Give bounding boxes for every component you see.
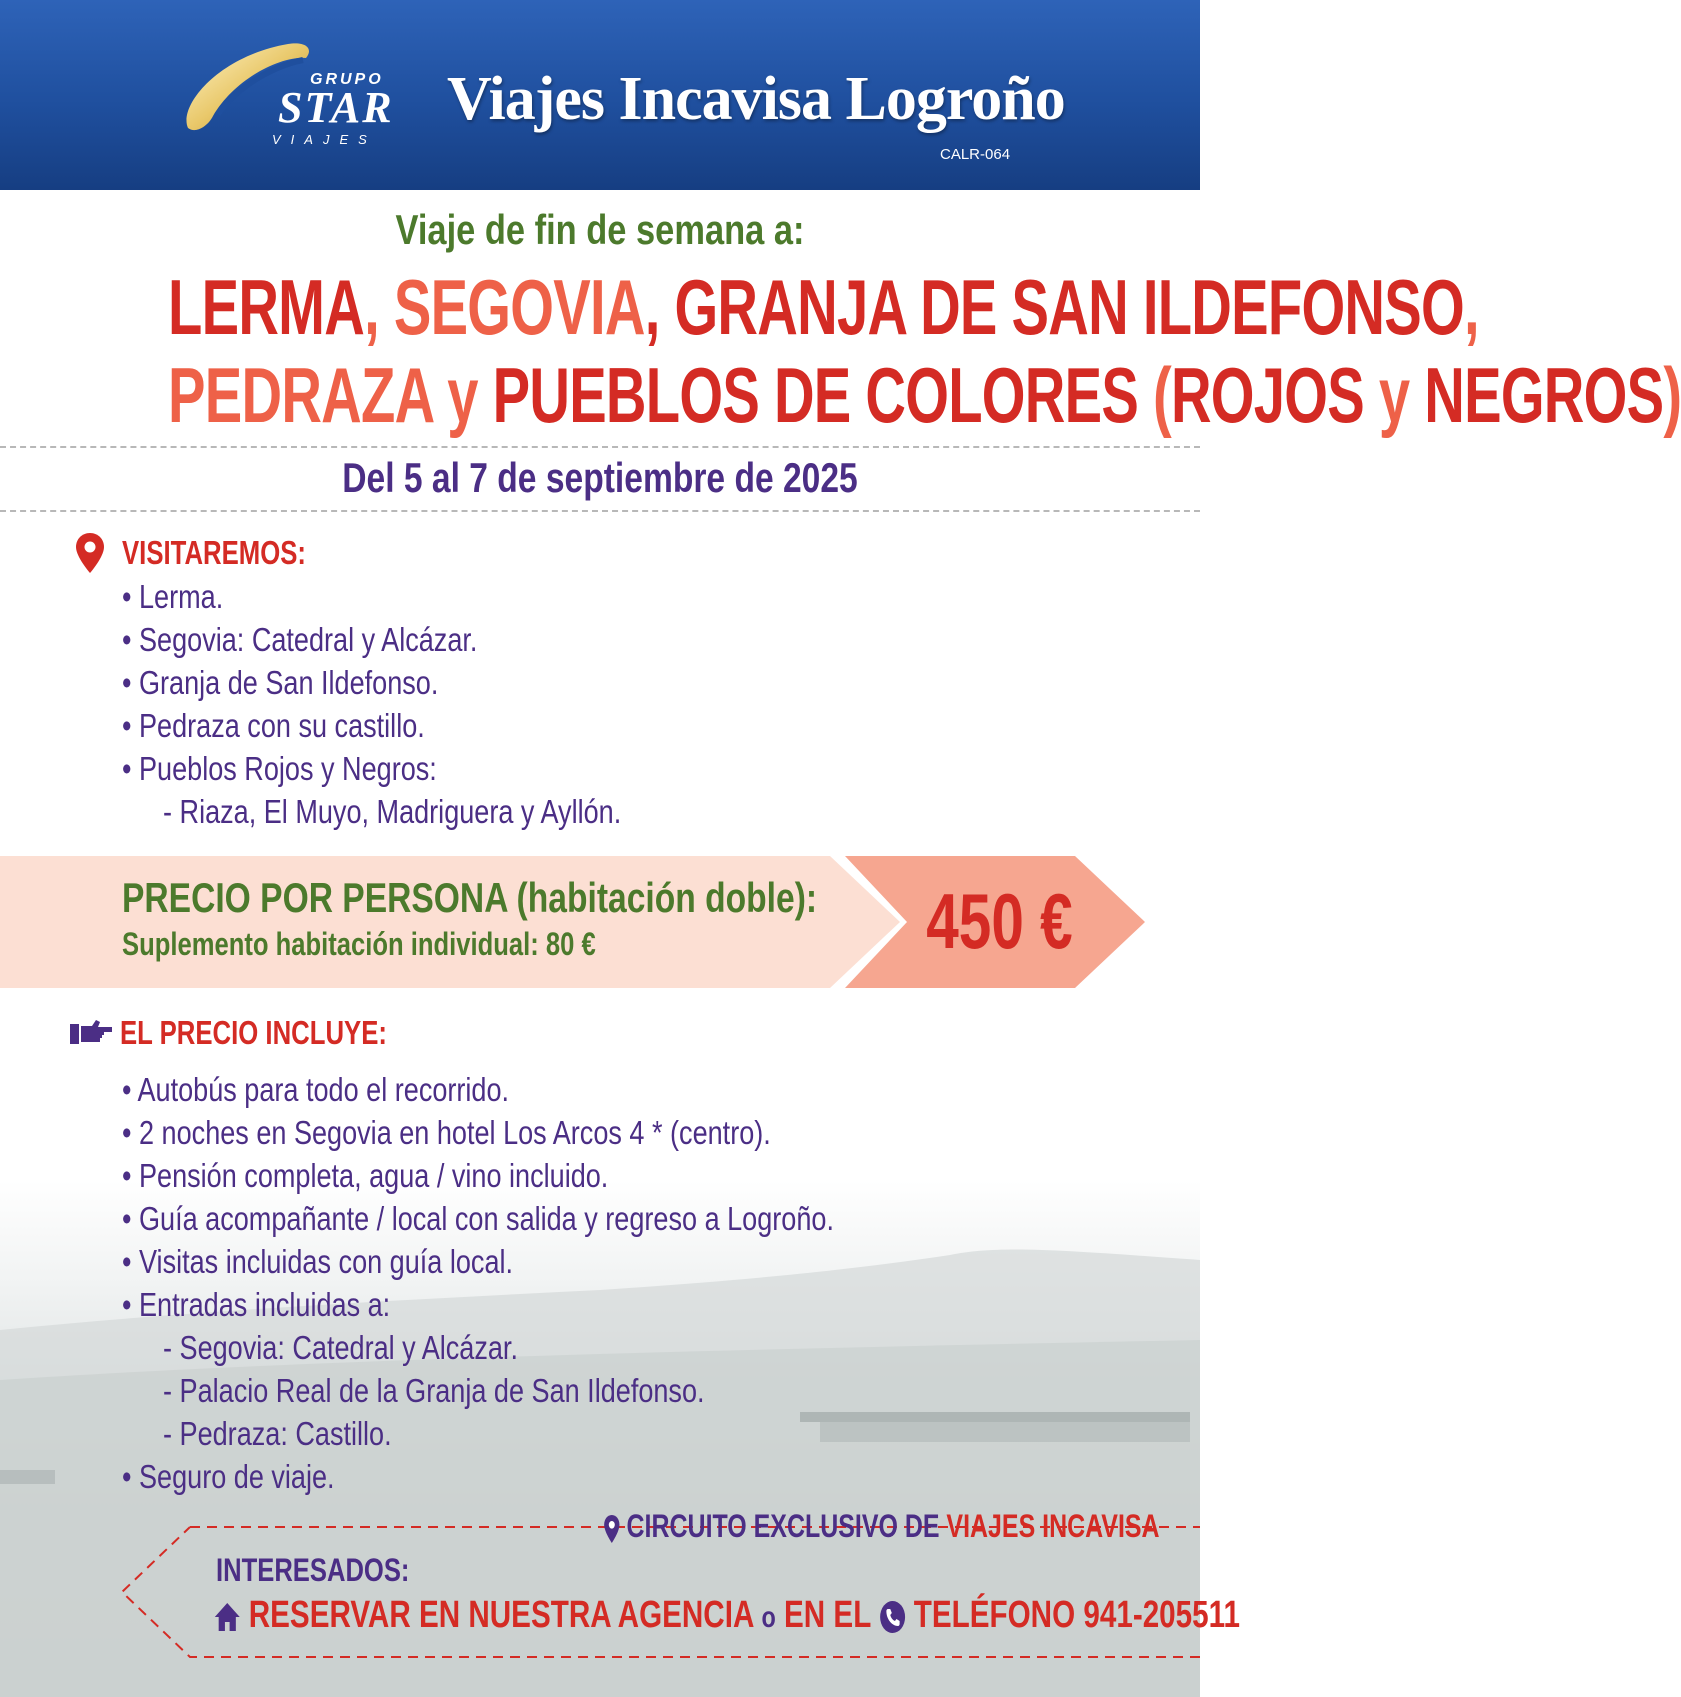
title-part: )	[1663, 351, 1681, 439]
phone-icon	[879, 1600, 906, 1634]
exclusive-prefix: CIRCUITO EXCLUSIVO DE	[626, 1508, 940, 1544]
map-pin-icon	[604, 1515, 620, 1543]
title-part: GRANJA DE SAN ILDEFONSO	[674, 263, 1464, 351]
list-item: - Riaza, El Muyo, Madriguera y Ayllón.	[163, 793, 622, 830]
pointing-hand-icon	[70, 1018, 112, 1046]
list-item: - Palacio Real de la Granja de San Ildefonso.	[163, 1372, 705, 1409]
title-line-2	[167, 350, 1681, 441]
list-item: • Segovia: Catedral y Alcázar.	[122, 621, 478, 658]
title-line-1	[167, 262, 1479, 353]
title-part: PEDRAZA	[167, 351, 433, 439]
agency-code: CALR-064	[940, 146, 1011, 163]
reserve-in: EN EL	[784, 1594, 871, 1636]
list-item: • Pensión completa, agua / vino incluido.	[122, 1157, 609, 1194]
reserve-text: RESERVAR EN NUESTRA AGENCIA	[248, 1594, 754, 1636]
includes-list	[122, 1068, 990, 1498]
exclusive-circuit	[604, 1508, 1160, 1545]
phone-number[interactable]: TELÉFONO 941-205511	[913, 1594, 1240, 1636]
logo-grupo-text: GRUPO	[310, 71, 384, 88]
list-item: • Visitas incluidas con guía local.	[122, 1243, 514, 1280]
title-part: PUEBLOS DE COLORES	[492, 351, 1139, 439]
title-part: ,	[1463, 263, 1479, 351]
grupo-star-logo	[178, 36, 418, 156]
title-part: (	[1138, 351, 1171, 439]
trip-intro: Viaje de fin de semana a:	[395, 206, 805, 253]
list-item: • Guía acompañante / local con salida y regreso a Logroño.	[122, 1200, 834, 1237]
list-item: - Pedraza: Castillo.	[163, 1415, 392, 1452]
price-value: 450 €	[926, 877, 1073, 965]
list-item: • Entradas incluidas a:	[122, 1286, 391, 1323]
map-pin-icon	[76, 533, 104, 573]
exclusive-brand: VIAJES INCAVISA	[946, 1508, 1160, 1544]
includes-heading: EL PRECIO INCLUYE:	[120, 1014, 387, 1051]
title-part: LERMA	[167, 263, 365, 351]
visit-list	[122, 575, 731, 833]
logo-viajes-text: VIAJES	[272, 132, 377, 147]
single-room-supplement: Suplemento habitación individual: 80 €	[122, 926, 596, 962]
title-part: y	[432, 351, 493, 439]
list-item: • Lerma.	[122, 578, 224, 615]
title-part: ,	[364, 263, 394, 351]
reserve-or: o	[761, 1601, 776, 1634]
footer-dashed-frame	[120, 1525, 1200, 1660]
divider	[0, 510, 1200, 512]
visit-heading: VISITAREMOS:	[122, 534, 307, 571]
title-part: SEGOVIA	[393, 263, 645, 351]
logo-star-text: STAR	[278, 83, 394, 132]
price-label: PRECIO POR PERSONA (habitación doble):	[122, 874, 818, 921]
title-part: ROJOS	[1170, 351, 1364, 439]
agency-name: Viajes Incavisa Logroño	[447, 65, 1065, 133]
list-item: • Pueblos Rojos y Negros:	[122, 750, 437, 787]
divider	[0, 446, 1200, 448]
list-item: • Autobús para todo el recorrido.	[122, 1071, 510, 1108]
list-item: • 2 noches en Segovia en hotel Los Arcos 4 * (centro).	[122, 1114, 771, 1151]
trip-dates: Del 5 al 7 de septiembre de 2025	[342, 454, 858, 501]
title-part: NEGROS	[1424, 351, 1664, 439]
reservation-line	[214, 1594, 1240, 1637]
header-banner	[0, 0, 1200, 190]
list-item: • Seguro de viaje.	[122, 1458, 335, 1495]
home-icon	[214, 1602, 241, 1632]
interested-label: INTERESADOS:	[216, 1552, 410, 1588]
title-part: ,	[644, 263, 675, 351]
list-item: • Pedraza con su castillo.	[122, 707, 425, 744]
list-item: - Segovia: Catedral y Alcázar.	[163, 1329, 518, 1366]
title-part: y	[1363, 351, 1425, 439]
list-item: • Granja de San Ildefonso.	[122, 664, 439, 701]
